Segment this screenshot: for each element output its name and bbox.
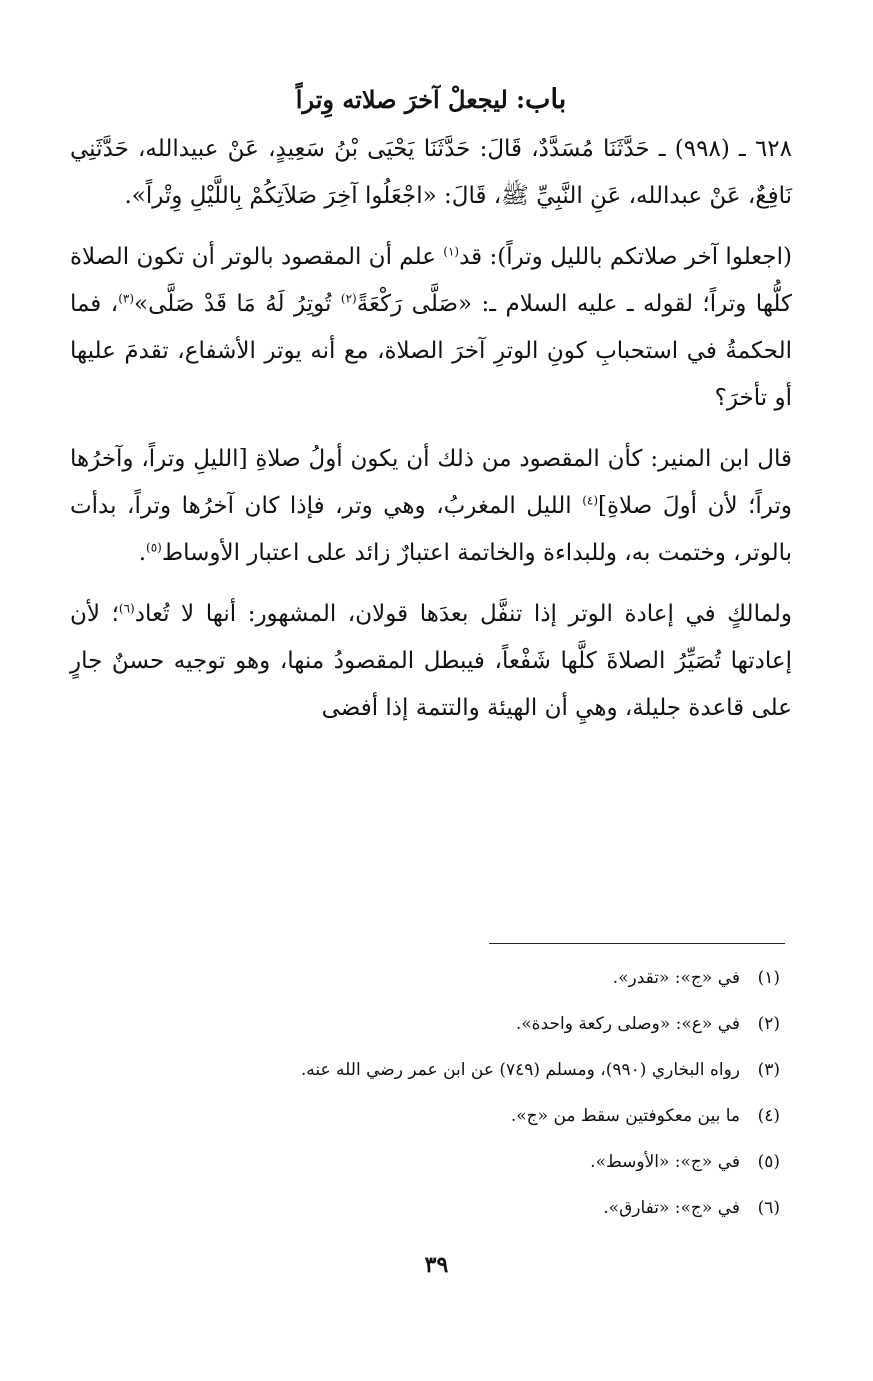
chapter-bab-label: باب [525,84,567,115]
footnote-item [70,1139,792,1185]
page-body [70,80,792,746]
footnote-ref-5: (٥) [146,540,162,555]
footnote-ref-3: (٣) [118,291,135,306]
footnote-ref-2: (٢) [340,291,357,306]
footnote-number: (٥) [757,1152,780,1172]
footnote-item [70,1093,792,1139]
footnote-number: (٤) [757,1106,780,1126]
footnote-text: رواه البخاري (٩٩٠)، ومسلم (٧٤٩) عن ابن عمر رضي الله عنه. [300,1060,740,1080]
commentary-text: . [138,540,146,566]
commentary-paragraph-3 [70,591,792,732]
footnote-text: ما بين معكوفتين سقط من «ج». [510,1106,740,1126]
footnote-ref-6: (٦) [118,601,135,616]
footnote-item [70,955,792,1001]
footnote-number: (١) [757,968,780,988]
hadith-text: ٦٢٨ ـ (٩٩٨) ـ حَدَّثَنَا مُسَدَّدٌ، قَالَ: حَدَّثَنَا يَحْيَى بْنُ سَعِيدٍ، عَنْ عبيدالله، حَدَّثَنِي نَافِعٌ، عَنْ عبدالله، عَنِ النَّبِيِّ ﷺ، قَالَ: «اجْعَلُوا آخِرَ صَلاَتِكُمْ بِاللَّيْلِ وِتْراً». [70,136,792,209]
footnote-text: في «ج»: «الأوسط». [590,1152,740,1172]
commentary-text: (اجعلوا آخر صلاتكم بالليل وتراً): قد [459,244,792,270]
footnote-item [70,1047,792,1093]
footnote-item [70,1001,792,1047]
commentary-paragraph-2 [70,436,792,577]
footnote-ref-4: (٤) [582,493,599,508]
footnote-number: (٢) [757,1014,780,1034]
commentary-text: ؛ لأن إعادتها تُصَيِّرُ الصلاةَ كلَّها شَفْعاً، فيبطل المقصودُ منها، وهو توجيه حسنٌ جارٍ على قاعدة جليلة، وهيِ أن الهيئة والتتمة إذا أفضى [70,601,792,721]
page-number: ٣٩ [424,1252,449,1278]
commentary-text: ولمالكٍ في إعادة الوتر إذا تنفَّل بعدَها قولان، المشهور: أنها لا تُعاد [134,601,792,627]
commentary-text: قال ابن المنير: كأن المقصود من ذلك أن يكون أولُ صلاةِ [الليلِ وتراً، وآخرُها وتراً؛ لأن أولَ صلاةِ] [70,446,793,519]
footnote-text: في «ج»: «تفارق». [603,1198,740,1218]
commentary-paragraph-1 [70,234,792,422]
footnote-text: في «ع»: «وصلى ركعة واحدة». [515,1014,740,1034]
footnote-text: في «ج»: «تقدر». [612,968,740,988]
commentary-text: علم أن المقصود بالوتر أن تكون الصلاة كلُّها وتراً؛ لقوله ـ عليه السلام ـ: «صَلَّى رَكْعَةً [70,244,792,317]
footnote-ref-1: (١) [443,244,460,259]
commentary-text: ، فما الحكمةُ في استحبابِ كونِ الوترِ آخرَ الصلاة، مع أنه يوتر الأشفاع، تقدمَ عليها أو تأخرَ؟ [70,291,792,411]
footnote-divider [489,943,785,944]
chapter-title [70,80,792,120]
commentary-text: تُوتِرُ لَهُ مَا قَدْ صَلَّى» [134,291,341,317]
footnotes-list [70,955,792,1231]
footnote-number: (٦) [757,1198,780,1218]
footnote-item [70,1185,792,1231]
commentary-text: الليل المغربُ، وهي وتر، فإذا كان آخرُها وتراً، بدأت بالوتر، وختمت به، وللبداءة والخاتمة اعتبارٌ زائد على اعتبار الأوساط [70,493,792,566]
footnote-number: (٣) [757,1060,780,1080]
chapter-title-text: : ليجعلْ آخرَ صلاته وِتراً [295,85,526,114]
